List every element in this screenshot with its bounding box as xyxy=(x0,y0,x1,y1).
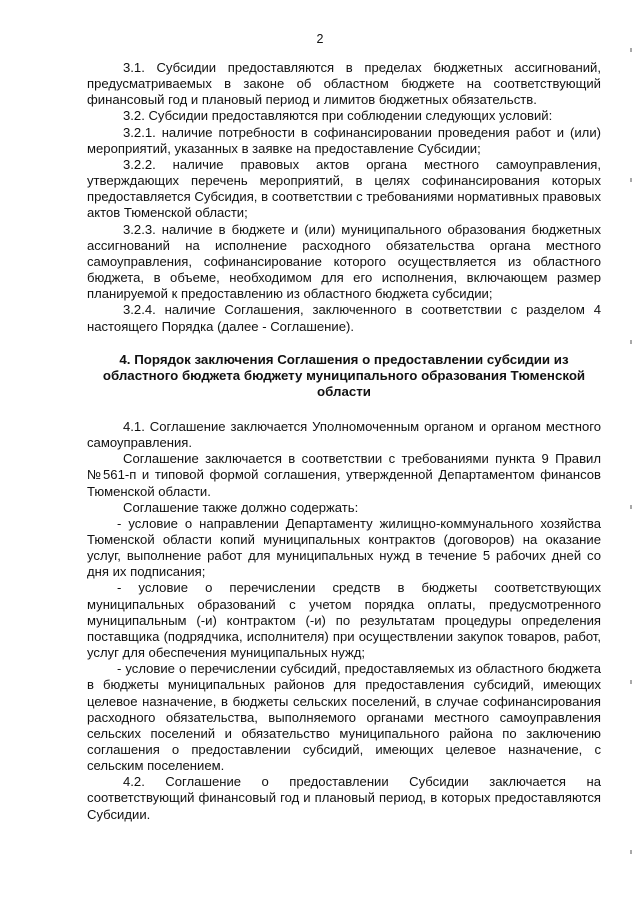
section-4-heading: 4. Порядок заключения Соглашения о предоставлении субсидии из областного бюджета бюджету муниципального образования Тюменской области xyxy=(102,351,586,400)
scan-edge-mark xyxy=(630,340,632,344)
scan-edge-mark xyxy=(630,680,632,684)
agreement-contents-intro: Соглашение также должно содержать: xyxy=(123,499,359,515)
item-3-2-4: 3.2.4. наличие Соглашения, заключенного в соответствии с разделом 4 настоящего Порядка (далее - Соглашение). xyxy=(87,302,601,334)
agreement-basis-paragraph: Соглашение заключается в соответствии с требованиями пункта 9 Правил №561-п и типовой формой соглашения, утвержденной Департаментом финансов Тюменской области. xyxy=(87,451,601,499)
document-body xyxy=(87,60,601,823)
item-3-2: 3.2. Субсидии предоставляются при соблюдении следующих условий: xyxy=(123,108,553,124)
item-4-1: 4.1. Соглашение заключается Уполномоченным органом и органом местного самоуправления. xyxy=(87,418,601,451)
condition-item: - условие о направлении Департаменту жилищно-коммунального хозяйства Тюменской области копий муниципальных контрактов (договоров) на оказание услуг, выполнение работ для муниципальных нужд в течение 5 рабочих дней со дня их подписания; xyxy=(87,515,601,580)
item-3-1: 3.1. Субсидии предоставляются в пределах бюджетных ассигнований, предусматриваемых в законе об областном бюджете на соответствующий финансовый год и плановый период и лимитов бюджетных обязательств. xyxy=(87,60,601,108)
scan-edge-mark xyxy=(630,48,632,52)
scan-edge-mark xyxy=(630,505,632,509)
scan-edge-mark xyxy=(630,850,632,854)
page-number: 2 xyxy=(316,32,324,46)
item-3-2-2: 3.2.2. наличие правовых актов органа местного самоуправления, утверждающих перечень мероприятий, в целях софинансирования которых предоставляется Субсидия, в соответствии с требованиями нормативных правовых актов Тюменской области; xyxy=(87,156,601,221)
item-3-2-1: 3.2.1. наличие потребности в софинансировании проведения работ и (или) мероприятий, указанных в заявке на предоставление Субсидии; xyxy=(87,124,601,156)
condition-item: - условие о перечислении субсидий, предоставляемых из областного бюджета в бюджеты муниципальных районов для предоставления субсидий, имеющих целевое назначение, в бюджеты сельских поселений, в случае софинансирования расходного обязательства, выполняемого органами местного самоуправления сельских поселений и обязательство муниципального района по заключению соглашения о предоставлении субсидий, имеющих целевое назначение, с сельским поселением. xyxy=(87,661,601,774)
item-4-2: 4.2. Соглашение о предоставлении Субсидии заключается на соответствующий финансовый год и плановый период, в которых предоставляются Субсидии. xyxy=(87,774,601,822)
scan-edge-mark xyxy=(630,178,632,182)
item-3-2-3: 3.2.3. наличие в бюджете и (или) муниципального образования бюджетных ассигнований на исполнение расходного обязательства органа местного самоуправления, софинансирование которого осуществляется из областного бюджета, в объеме, необходимом для его исполнения, включающем размер планируемой к предоставлению из областного бюджета субсидии; xyxy=(87,221,601,302)
condition-item: - условие о перечислении средств в бюджеты соответствующих муниципальных образований с учетом порядка оплаты, предусмотренного муниципальным (-и) контрактом (-и) по результатам процедуры определения поставщика (подрядчика, исполнителя) при осуществлении закупок товаров, работ, услуг для обеспечения муниципальных нужд; xyxy=(87,580,601,661)
